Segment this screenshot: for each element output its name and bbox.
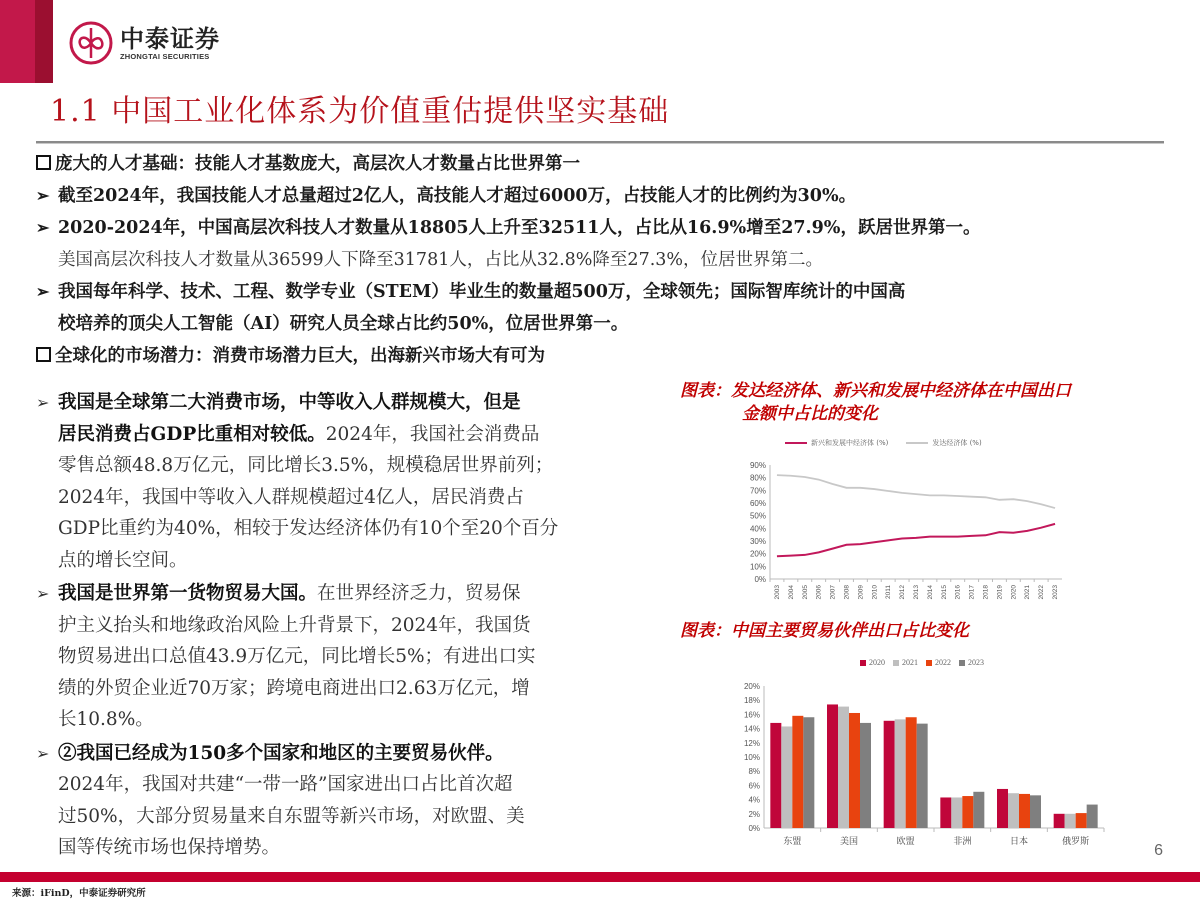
legend-swatch — [860, 660, 866, 666]
figure1-title — [680, 380, 1160, 426]
legend-swatch — [893, 660, 899, 666]
bullet-item — [36, 212, 1166, 244]
legend-item — [926, 658, 951, 667]
bar — [1087, 805, 1098, 828]
y-tick-label: 60% — [749, 499, 766, 508]
legend-label: 新兴和发展中经济体 (%) — [811, 439, 889, 447]
para-bold: 我国是世界第一货物贸易大国。 — [58, 583, 318, 604]
bar — [849, 713, 860, 828]
logo-name-cn: 中泰证券 — [120, 24, 220, 53]
square-bullet-icon — [36, 155, 51, 170]
x-category-label: 美国 — [839, 837, 859, 847]
para-bold: ②我国已经成为150多个国家和地区的主要贸易伙伴。 — [58, 742, 504, 764]
x-tick-label: 2006 — [815, 585, 823, 600]
bar — [917, 724, 928, 828]
bar — [973, 792, 984, 828]
logo-name-en: ZHONGTAI SECURITIES — [120, 51, 210, 61]
arrow-bullet-icon: ➢ — [36, 743, 50, 763]
bar — [781, 726, 792, 828]
figure1-title-line1: 图表：发达经济体、新兴和发展中经济体在中国出口 — [680, 381, 1071, 401]
y-tick-label: 0% — [754, 575, 766, 584]
y-tick-label: 80% — [749, 473, 766, 483]
paragraph-partners — [36, 738, 666, 864]
bar — [1030, 795, 1041, 828]
y-tick-label: 12% — [743, 738, 760, 748]
para-text: 2024年，我国中等收入人群规模超过4亿人，居民消费占 — [58, 486, 524, 508]
x-tick-label: 2005 — [801, 585, 809, 600]
legend-item — [785, 438, 888, 448]
x-tick-label: 2019 — [996, 585, 1004, 600]
para-text: 零售总额48.8万亿元，同比增长3.5%，规模稳居世界前列； — [58, 455, 554, 476]
y-tick-label: 14% — [743, 724, 760, 734]
legend-swatch — [959, 660, 965, 666]
heading-text: 庞大的人才基础：技能人才基数庞大，高层次人才数量占比世界第一 — [55, 154, 580, 174]
x-tick-label: 2020 — [1010, 585, 1018, 600]
x-tick-label: 2003 — [773, 585, 781, 600]
legend-item — [959, 658, 984, 667]
x-tick-label: 2004 — [787, 585, 795, 600]
line-series — [777, 524, 1055, 556]
legend-item — [860, 658, 885, 667]
para-text: 2024年，我国对共建“一带一路”国家进出口占比首次超 — [58, 774, 513, 795]
para-text: 国等传统市场也保持增势。 — [58, 837, 281, 858]
legend-item — [893, 658, 918, 667]
legend-label: 2020 — [869, 658, 885, 667]
y-tick-label: 50% — [749, 511, 766, 521]
para-text: 点的增长空间。 — [58, 549, 188, 571]
bullet-item — [36, 180, 1166, 212]
x-tick-label: 2007 — [829, 585, 837, 600]
bullet-text: 2020-2024年，中国高层次科技人才数量从18805人上升至32511人，占比从16.9%增至27.9%，跃居世界第一。 — [58, 218, 981, 238]
y-tick-label: 30% — [749, 537, 766, 546]
x-tick-label: 2010 — [871, 585, 879, 600]
talent-section — [36, 148, 1166, 372]
footer-bar — [0, 872, 1200, 882]
bullet-text: 我国每年科学、技术、工程、数学专业（STEM）毕业生的数量超500万，全球领先；国际智库统计的中国高 — [58, 282, 906, 302]
bar — [770, 723, 781, 828]
company-logo — [68, 20, 220, 66]
chart2-legend — [860, 658, 992, 667]
y-tick-label: 6% — [748, 781, 760, 791]
y-tick-label: 0% — [748, 824, 760, 833]
x-tick-label: 2011 — [885, 585, 893, 599]
source-note: 来源：iFinD，中泰证券研究所 — [12, 888, 146, 899]
bar — [838, 707, 849, 828]
x-tick-label: 2008 — [843, 585, 851, 600]
arrow-bullet-icon: ➢ — [36, 186, 50, 205]
section-heading-market — [36, 340, 1166, 372]
chart1-plot — [740, 432, 1070, 614]
y-tick-label: 90% — [749, 461, 766, 470]
y-tick-label: 70% — [749, 486, 766, 496]
bullet-text: 截至2024年，我国技能人才总量超过2亿人，高技能人才超过6000万，占技能人才的比例约为30%。 — [58, 186, 857, 206]
page-number: 6 — [1154, 842, 1163, 859]
para-text: 2024年，我国社会消费品 — [325, 423, 540, 445]
bar — [884, 721, 895, 828]
y-tick-label: 4% — [748, 795, 760, 805]
arrow-bullet-icon: ➢ — [36, 282, 50, 301]
square-bullet-icon — [36, 347, 51, 362]
x-tick-label: 2016 — [954, 585, 962, 600]
legend-label: 发达经济体 (%) — [932, 439, 982, 447]
x-tick-label: 2012 — [899, 585, 907, 600]
para-text: 护主义抬头和地缘政治风险上升背景下，2024年，我国货 — [58, 614, 531, 636]
legend-item — [906, 438, 981, 448]
bullet-text: 校培养的顶尖人工智能（AI）研究人员全球占比约50%，位居世界第一。 — [58, 314, 629, 334]
para-text: 绩的外贸企业近70万家；跨境电商进出口2.63万亿元，增 — [58, 677, 530, 699]
para-bold: 我国是全球第二大消费市场，中等收入人群规模大，但是 — [58, 392, 521, 413]
x-category-label: 非洲 — [953, 837, 972, 847]
legend-label: 2023 — [968, 658, 984, 667]
y-tick-label: 20% — [743, 682, 760, 691]
zhongtai-logo-icon — [68, 20, 114, 66]
bullet-text-plain: 美国高层次科技人才数量从36599人下降至31781人，占比从32.8%降至27.3%，位居世界第二。 — [58, 250, 824, 270]
bar-chart-trade-partners — [730, 648, 1110, 848]
brand-corner-block — [0, 0, 53, 83]
arrow-bullet-icon: ➢ — [36, 584, 50, 603]
bar — [827, 704, 838, 828]
market-paragraphs — [36, 387, 666, 866]
bar — [1008, 793, 1019, 828]
arrow-bullet-icon: ➢ — [36, 218, 50, 237]
bar — [940, 797, 951, 828]
line-chart-export-share — [740, 432, 1070, 614]
chart1-legend — [785, 438, 1000, 448]
legend-swatch — [906, 442, 928, 444]
bar — [962, 796, 973, 828]
bar — [895, 719, 906, 828]
x-tick-label: 2023 — [1052, 585, 1060, 600]
bar — [792, 716, 803, 828]
x-tick-label: 2022 — [1038, 585, 1046, 600]
bar — [803, 717, 814, 828]
arrow-bullet-icon: ➢ — [36, 393, 50, 412]
title-divider — [36, 141, 1164, 144]
para-text: 长10.8%。 — [58, 709, 154, 730]
section-heading-talent — [36, 148, 1166, 180]
x-tick-label: 2018 — [982, 585, 990, 600]
bar — [1019, 794, 1030, 828]
bar — [860, 723, 871, 828]
x-tick-label: 2015 — [940, 585, 948, 600]
bullet-continuation — [36, 244, 1166, 276]
legend-label: 2022 — [935, 658, 951, 667]
para-text: 在世界经济乏力，贸易保 — [317, 583, 521, 604]
heading-text: 全球化的市场潜力：消费市场潜力巨大，出海新兴市场大有可为 — [55, 346, 545, 366]
bar — [1065, 814, 1076, 828]
y-tick-label: 40% — [749, 524, 766, 534]
bar — [1076, 813, 1087, 828]
para-bold: 居民消费占GDP比重相对较低。 — [58, 423, 326, 445]
figure2-title: 图表：中国主要贸易伙伴出口占比变化 — [680, 621, 969, 641]
y-tick-label: 10% — [743, 753, 760, 762]
x-category-label: 俄罗斯 — [1062, 837, 1090, 847]
x-tick-label: 2021 — [1024, 585, 1032, 600]
y-tick-label: 20% — [749, 549, 766, 559]
bullet-item — [36, 276, 1166, 308]
bar — [997, 789, 1008, 828]
y-tick-label: 8% — [748, 767, 760, 777]
x-tick-label: 2009 — [857, 585, 865, 600]
legend-swatch — [785, 442, 807, 444]
x-tick-label: 2013 — [913, 585, 920, 600]
bar — [951, 797, 962, 828]
legend-swatch — [926, 660, 932, 666]
x-tick-label: 2017 — [968, 585, 976, 600]
page-title: 1.1 中国工业化体系为价值重估提供坚实基础 — [50, 94, 670, 129]
x-tick-label: 2014 — [926, 585, 934, 600]
chart2-plot — [730, 648, 1110, 848]
para-text: 物贸易进出口总值43.9万亿元，同比增长5%；有进出口实 — [58, 646, 536, 667]
x-category-label: 日本 — [1009, 837, 1029, 847]
bar — [1054, 814, 1065, 828]
y-tick-label: 18% — [743, 696, 760, 706]
line-series — [777, 475, 1055, 508]
bar — [906, 717, 917, 828]
y-tick-label: 10% — [749, 562, 766, 572]
paragraph-trade — [36, 578, 666, 736]
legend-label: 2021 — [902, 658, 918, 667]
y-tick-label: 2% — [748, 809, 760, 819]
brand-corner-stripe — [35, 0, 53, 83]
bullet-continuation — [36, 308, 1166, 340]
y-tick-label: 16% — [743, 710, 760, 720]
x-category-label: 东盟 — [783, 837, 802, 847]
para-text: GDP比重约为40%，相较于发达经济体仍有10个至20个百分 — [58, 518, 559, 539]
paragraph-consumption — [36, 387, 666, 576]
para-text: 过50%，大部分贸易量来自东盟等新兴市场，对欧盟、美 — [58, 805, 525, 827]
x-category-label: 欧盟 — [896, 837, 915, 847]
figure1-title-line2: 金额中占比的变化 — [742, 404, 878, 424]
